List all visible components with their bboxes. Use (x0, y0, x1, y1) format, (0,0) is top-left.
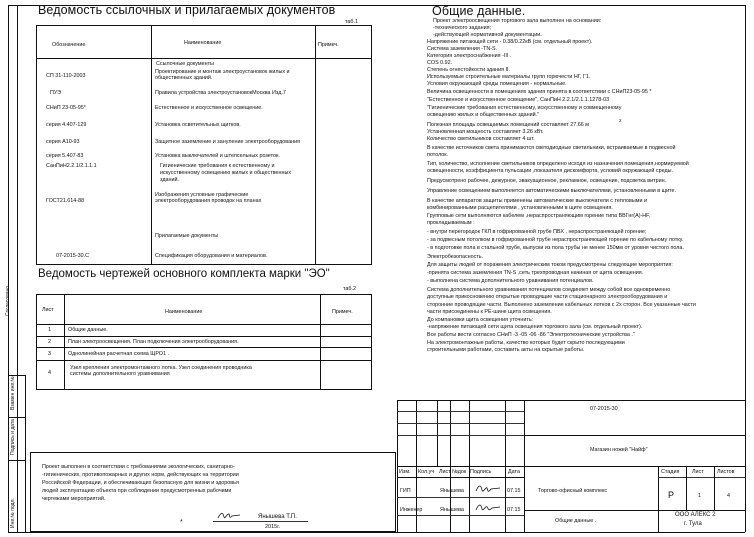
table1-tag: таб.1 (345, 19, 358, 25)
general-line: Система дополнительного уравнивания потенциалов соединяет между собой все одновременно (427, 287, 671, 293)
general-line: -технического задания; (433, 25, 492, 31)
general-line: сторонние проводящие части. Выполнено заземление кабельных лотков с 2х сторон. Все указанные части (427, 302, 696, 308)
table1-row-5-code: серия А10-93 (46, 139, 80, 145)
table1-row-10-name: Спецификация оборудования и материалов. (155, 253, 268, 259)
stamp-h-sign: Подпись (470, 469, 492, 475)
general-line: строительными работами, составить акты на скрытые работы. (427, 347, 585, 353)
table1-row-6-name: Установка выключателей и штепсельных розеток. (155, 153, 280, 159)
general-line: Установленная мощность составляет 3.26 кВт. (427, 129, 544, 135)
stamp-sheet: 1 (698, 493, 701, 499)
table2-row-line-2 (36, 347, 372, 348)
statement-line-2: -гигиенических, противопожарных и других норм, действующих на территории (42, 472, 239, 478)
stamp-stage-col-1 (686, 466, 687, 510)
stamp-sheet-header: Лист (692, 469, 704, 475)
general-line: Количество светильников составляет 4 шт. (427, 136, 535, 142)
stamp-sheets-header: Листов (717, 469, 735, 475)
table2-tag: таб.2 (343, 286, 356, 292)
table2-row-3-n: 3 (48, 351, 51, 357)
stamp-eng-name: Янышева (440, 507, 464, 513)
statement-line-1: Проект выполнен в соответствии с требованиями экологических, санитарно- (42, 464, 235, 470)
table2-header-note: Примеч. (332, 309, 353, 315)
side-stamp-div1 (8, 417, 25, 418)
stamp-row-4 (397, 466, 745, 467)
table2-row-2-name: План электроосвещения. План подключения электрооборудования. (68, 339, 239, 345)
general-title: Общие данные. (432, 4, 526, 18)
table2-row-4-name: Узел крепления электромонтажного лотка. Узел соединения проводника системы дополнительного уравнивания (70, 365, 252, 377)
general-line: Для защиты людей от поражения электрическим током предусмотрены следующие мероприятия: (427, 262, 673, 268)
general-line: До компановки щита освещения уточнить: (427, 317, 534, 323)
general-area-superscript: 2 (619, 118, 622, 123)
table2-header-sheet: Лист (42, 307, 54, 313)
bottom-frame-line (8, 532, 745, 533)
table1-header-note: Примеч. (318, 42, 339, 48)
table1-row-2-code: ПУЭ (50, 90, 62, 96)
statement-mark: * (180, 519, 183, 526)
statement-line-3: Российской Федерации, и обеспечивающих безопасную для жизни и здоровья (42, 480, 239, 486)
general-line: Условия окружающей среды помещения - нормальные. (427, 81, 567, 87)
table1-row-3-name: Естественное и искусственное освещение. (155, 105, 263, 111)
general-line: В качестве источников света принимаются светодиодные светильники, встраиваемые в подвесной (427, 145, 676, 151)
general-line: Тип, количество, исполнение светильников определено исходя из назначения помещения,нормируемой (427, 161, 689, 167)
stamp-stage: Р (668, 490, 675, 500)
table2-title: Ведомость чертежей основного комплекта марки "ЭО" (38, 268, 330, 280)
general-line: прокладываемым : (427, 220, 475, 226)
general-line: Система заземления -TN-S. (427, 46, 498, 52)
stamp-row-2 (397, 423, 524, 424)
statement-signer: Янышева Т.П. (258, 514, 297, 520)
general-line: Напряжение питающей сети - 0.38/0.22кВ (см. отдельный проект). (427, 39, 593, 45)
table1-row-9-name: Прилагаемые документы (155, 233, 219, 239)
table1-title: Ведомость ссылочных и прилагаемых документов (38, 3, 336, 17)
stamp-h-kol: Кол.уч (418, 469, 435, 475)
general-line: Предусмотрено рабочее, дежурное, эвакуационное, рекламное, освещение, подсветка витрин. (427, 178, 667, 184)
table1-row-6-code: серия 5.407-83 (46, 153, 84, 159)
table1-row-8-name: Изображения условные графические электрооборудования проводок на планах (155, 192, 262, 204)
general-line: -принята система заземления TN-S ,сеть трехпроводная начиная от щита освещения. (427, 270, 644, 276)
side-stamp-line (25, 375, 26, 532)
stamp-row-3 (397, 435, 524, 436)
general-line: - в подготовке пола в стальной трубе, выпуски из пола трубы не менее 150мм от уровня чистого пола. (427, 245, 684, 251)
stamp-gip-signature (474, 482, 502, 496)
stamp-sheet-title: Общие данные . (555, 518, 597, 524)
general-line: Степень огнестойкости здания II. (427, 67, 511, 73)
general-line: Все работы вести согласно СНиП -3 -05 -06 -86 "Электротехнические устройства ." (427, 332, 635, 338)
stamp-eng-signature (474, 500, 502, 514)
side-stamp-div2 (8, 460, 25, 461)
stamp-object: Магазин ножей "Найф" (590, 447, 648, 453)
side-label-replace-inv: Взамен инв.№ (10, 376, 16, 410)
left-frame-line-2 (17, 5, 18, 532)
table1-col-divider-2 (315, 25, 316, 265)
table2-row-2-n: 2 (48, 339, 51, 345)
general-line: "Гигиенические требования естественному, искусственному и совмещенному (427, 105, 622, 111)
stamp-h-date: Дата (508, 469, 520, 475)
stamp-eng-role: Инженер (400, 507, 423, 513)
table1-row-0-name: Ссылочные документы (156, 61, 214, 67)
general-line: Групповые сети выполняются кабелем ,нераспространяющим горение типа ВВГнг(А)-НF, (427, 213, 651, 219)
side-label-sign-date: Подпись и дата (10, 419, 16, 455)
table2-row-4-n: 4 (48, 370, 51, 376)
side-label-agreed: Согласовано (5, 285, 11, 316)
left-frame-line (8, 5, 9, 532)
stamp-row-5 (397, 477, 524, 478)
general-line: На электромонтажные работы, качество которых будет скрыто последующими (427, 340, 625, 346)
stamp-code: 07-2015-30 (590, 406, 618, 412)
table1-header-name: Наименование (184, 40, 222, 46)
stamp-eng-date: 07.15 (507, 507, 521, 513)
general-line: COS 0.92. (427, 60, 453, 66)
right-frame-line (745, 5, 746, 532)
table1-row-4-code: серия 4.407-129 (46, 122, 87, 128)
general-line: Используемые строительные материалы групп горючести НГ, Г1. (427, 74, 591, 80)
stamp-h-list: Лист (439, 469, 451, 475)
table1-row-7-name: Гигиенические требования к естественному и искусственному освещению жилых и общественных зданий. (160, 163, 292, 183)
table1-header-designation: Обозначение (52, 42, 86, 48)
general-line: - внутри перегородок ГКЛ в гофрированной трубе ПВХ , нераспространяющей горение; (427, 229, 647, 235)
general-line: В качестве аппаратов защиты применены автоматические выключатели с тепловыми и (427, 198, 647, 204)
general-line: -напряжение питающей сети щита освещения торгового зала (см. отдельный проект). (427, 324, 643, 330)
side-label-inv-orig: Инв.№ подл. (10, 498, 16, 528)
table1-row-3-code: СНиП 23-05-95* (46, 105, 86, 111)
stamp-company: ООО АЛЕКС 2 (675, 512, 716, 518)
stamp-sheets: 4 (727, 493, 730, 499)
stamp-city: г. Тула (684, 521, 702, 527)
general-line: освещению жилых и общественных зданий." (427, 112, 540, 118)
table2-col-divider-2 (320, 294, 321, 390)
stamp-h-ndoc: №док (452, 469, 467, 475)
table2-row-1-name: Общие данные. (68, 327, 108, 333)
general-line: освещенности, коэффициента пульсации ,показателя дискомфорта, условий окружающей среды. (427, 168, 674, 174)
general-line: "Естественное и искусственное освещение", СанПиН 2.2.1/2.1.1.1278-03 (427, 97, 610, 103)
table2-row-3-name: Однолинейная расчетная схема ЩРО1 . (68, 351, 169, 357)
stamp-gip-name: Янышева (440, 488, 464, 494)
stamp-complex: Торгово-офисный комплекс (538, 488, 608, 494)
stamp-info-line (524, 510, 745, 511)
table1-row-4-name: Установка осветительных щитков. (155, 122, 241, 128)
general-line: Величина освещенности в помещениях здания принята в соответствии с СНиП23-05-95 * (427, 89, 652, 95)
general-line: Категория электроснабжения -III . (427, 53, 512, 59)
general-line: комбинированными расцепителями , установленными в щите освещения. (427, 205, 613, 211)
stamp-code-line (524, 435, 745, 436)
table2-header-line (36, 324, 372, 325)
table1-row-2-name: Правила устройства электроустановокМосква Изд.7 (155, 90, 286, 96)
table1-row-7-code: СанПиН2.2.1/2.1.1.1 (46, 163, 97, 169)
stamp-col-2 (437, 400, 438, 466)
general-line: Электробезопасность. (427, 254, 484, 260)
table2-header-name: Наименование (165, 309, 203, 315)
general-line: части присоединены к PE-шине щита освещения. (427, 309, 552, 315)
table2-row-line-3 (36, 360, 372, 361)
statement-sign-line (213, 521, 308, 522)
general-line: доступные прикосновению открытые проводящие части стационарного электрооборудования и (427, 294, 668, 300)
stamp-info-divider (658, 466, 659, 532)
table2-row-line-1 (36, 336, 372, 337)
stamp-row-6 (397, 497, 524, 498)
stamp-row-1 (397, 411, 524, 412)
table2-col-divider-1 (64, 294, 65, 390)
statement-line-5: чертежами мероприятий. (42, 496, 106, 502)
stamp-stage-col-2 (714, 466, 715, 510)
table2-row-1-n: 1 (48, 327, 51, 333)
table1-row-1-code: СП 31-110-2003 (46, 73, 86, 79)
general-line: Проект электроосвещения торгового зала выполнен на основании: (433, 18, 602, 24)
table1-header-line (36, 58, 372, 59)
table1-row-8-code: ГОСТ21.614-88 (46, 198, 85, 204)
table1-row-10-code: 07-2015-30.С (56, 253, 89, 259)
table1-row-1-name: Проектирование и монтаж электроустановок жилых и общественных зданий. (155, 69, 290, 81)
general-line: -действующей нормативной документации. (433, 32, 542, 38)
stamp-stage-line (658, 477, 745, 478)
statement-year: 2015г. (265, 524, 281, 530)
general-line: - выполнена система дополнительного уравнивания потенциалов. (427, 278, 594, 284)
general-line: Управление освещением выполняется автоматическими выключателями, установленными в щите. (427, 188, 677, 194)
stamp-h-izm: Изм. (399, 469, 411, 475)
general-line: потолок. (427, 152, 449, 158)
stamp-stage-header: Стадия (661, 469, 680, 475)
statement-line-4: людей эксплуатацию объекта при соблюдении предусмотренных рабочими (42, 488, 232, 494)
table1-row-5-name: Защитное заземление и зануление электрооборудования (155, 139, 300, 145)
stamp-gip-role: ГИП (400, 488, 411, 494)
general-line: - за подвесным потолком в гофрированной трубе нераспространяющей горение по кабельному лотку. (427, 237, 684, 243)
table1-col-divider-1 (151, 25, 152, 265)
stamp-gip-date: 07.15 (507, 488, 521, 494)
general-line: Полезная площадь освещаемых помещений составляет 27.66 м (427, 122, 589, 128)
stamp-row-7 (397, 515, 524, 516)
